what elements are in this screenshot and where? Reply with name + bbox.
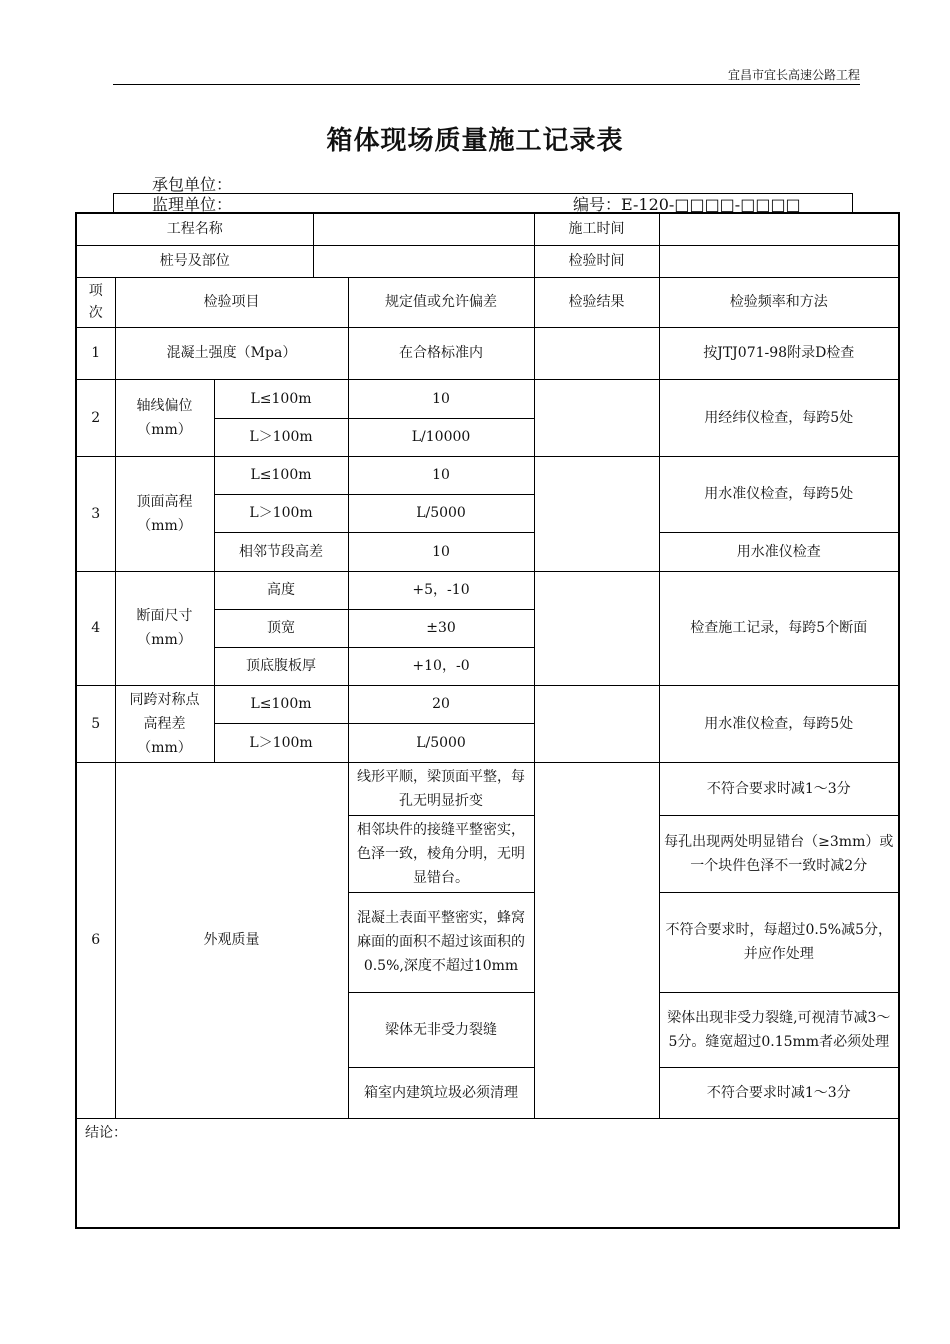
row-sub: 顶底腹板厚	[214, 647, 348, 685]
row-item: 断面尺寸（mm）	[115, 571, 214, 685]
column-header-row	[76, 277, 899, 327]
row-spec: 在合格标准内	[348, 327, 534, 379]
row-item: 轴线偏位（mm）	[115, 379, 214, 456]
row-spec: 梁体无非受力裂缝	[348, 992, 534, 1067]
row-method: 按JTJ071-98附录D检查	[659, 327, 899, 379]
row-sub: L＞100m	[214, 418, 348, 456]
code-label: 编号：E-120-□□□□-□□□□	[573, 195, 801, 214]
row-method: 用水准仪检查，每跨5处	[659, 685, 899, 762]
row-item: 顶面高程（mm）	[115, 456, 214, 571]
row-sub: L＞100m	[214, 494, 348, 532]
row-spec: L/5000	[348, 724, 534, 763]
row-result[interactable]	[534, 571, 659, 685]
station-label: 桩号及部位	[76, 245, 313, 277]
row-method: 用水准仪检查，每跨5处	[659, 456, 899, 532]
row-spec: 10	[348, 379, 534, 418]
row-no: 6	[76, 762, 115, 1118]
row-sub: L≤100m	[214, 379, 348, 418]
row-method: 用经纬仪检查，每跨5处	[659, 379, 899, 456]
row-spec: +10，-0	[348, 647, 534, 685]
col-method: 检验频率和方法	[659, 277, 899, 327]
row-spec: 相邻块件的接缝平整密实，色泽一致，棱角分明，无明显错台。	[348, 815, 534, 892]
table-row	[76, 379, 899, 418]
table-row	[76, 571, 899, 609]
row-sub: 相邻节段高差	[214, 532, 348, 571]
table-row	[76, 762, 899, 815]
row-spec: L/5000	[348, 494, 534, 532]
table-row	[76, 327, 899, 379]
row-item: 外观质量	[115, 762, 348, 1118]
header-project: 宜昌市宜长高速公路工程	[727, 68, 860, 82]
row-method: 不符合要求时减1～3分	[659, 1067, 899, 1118]
row-no: 3	[76, 456, 115, 571]
record-table	[75, 212, 900, 1229]
table-row	[76, 685, 899, 724]
row-sub: 高度	[214, 571, 348, 609]
row-sub: L＞100m	[214, 724, 348, 763]
row-method: 用水准仪检查	[659, 532, 899, 571]
col-result: 检验结果	[534, 277, 659, 327]
col-item-no: 项次	[76, 277, 115, 327]
project-name-label: 工程名称	[76, 213, 313, 245]
row-method: 检查施工记录，每跨5个断面	[659, 571, 899, 685]
row-method: 每孔出现两处明显错台（≥3mm）或一个块件色泽不一致时减2分	[659, 815, 899, 892]
info-row-1	[76, 213, 899, 245]
row-method: 不符合要求时减1～3分	[659, 762, 899, 815]
row-sub: L≤100m	[214, 685, 348, 724]
row-result[interactable]	[534, 379, 659, 456]
row-result[interactable]	[534, 685, 659, 762]
row-spec: 10	[348, 456, 534, 494]
contractor-label: 承包单位：	[152, 175, 233, 194]
row-no: 5	[76, 685, 115, 762]
row-spec: 10	[348, 532, 534, 571]
inspection-time-value[interactable]	[659, 245, 899, 277]
row-no: 1	[76, 327, 115, 379]
conclusion-label[interactable]: 结论：	[76, 1118, 899, 1228]
row-item: 同跨对称点高程差（mm）	[115, 685, 214, 762]
page-title: 箱体现场质量施工记录表	[326, 126, 624, 156]
header-divider	[113, 84, 860, 85]
row-spec: 20	[348, 685, 534, 724]
row-spec: 混凝土表面平整密实，蜂窝麻面的面积不超过该面积的0.5%,深度不超过10mm	[348, 892, 534, 992]
row-spec: 箱室内建筑垃圾必须清理	[348, 1067, 534, 1118]
row-result[interactable]	[534, 456, 659, 571]
row-no: 4	[76, 571, 115, 685]
project-name-value[interactable]	[313, 213, 534, 245]
station-value[interactable]	[313, 245, 534, 277]
inspection-time-label: 检验时间	[534, 245, 659, 277]
construction-time-label: 施工时间	[534, 213, 659, 245]
col-spec: 规定值或允许偏差	[348, 277, 534, 327]
row-item: 混凝土强度（Mpa）	[115, 327, 348, 379]
row-spec: 线形平顺，梁顶面平整，每孔无明显折变	[348, 762, 534, 815]
info-row-2	[76, 245, 899, 277]
row-sub: L≤100m	[214, 456, 348, 494]
row-result[interactable]	[534, 762, 659, 1118]
row-method: 梁体出现非受力裂缝,可视清节减3～5分。缝宽超过0.15mm者必须处理	[659, 992, 899, 1067]
col-inspection-item: 检验项目	[115, 277, 348, 327]
row-spec: +5，-10	[348, 571, 534, 609]
row-result[interactable]	[534, 327, 659, 379]
row-spec: L/10000	[348, 418, 534, 456]
construction-time-value[interactable]	[659, 213, 899, 245]
table-row	[76, 456, 899, 494]
row-spec: ±30	[348, 609, 534, 647]
row-no: 2	[76, 379, 115, 456]
row-sub: 顶宽	[214, 609, 348, 647]
row-method: 不符合要求时，每超过0.5%减5分，并应作处理	[659, 892, 899, 992]
conclusion-row	[76, 1118, 899, 1228]
supervisor-label: 监理单位：	[152, 195, 233, 214]
